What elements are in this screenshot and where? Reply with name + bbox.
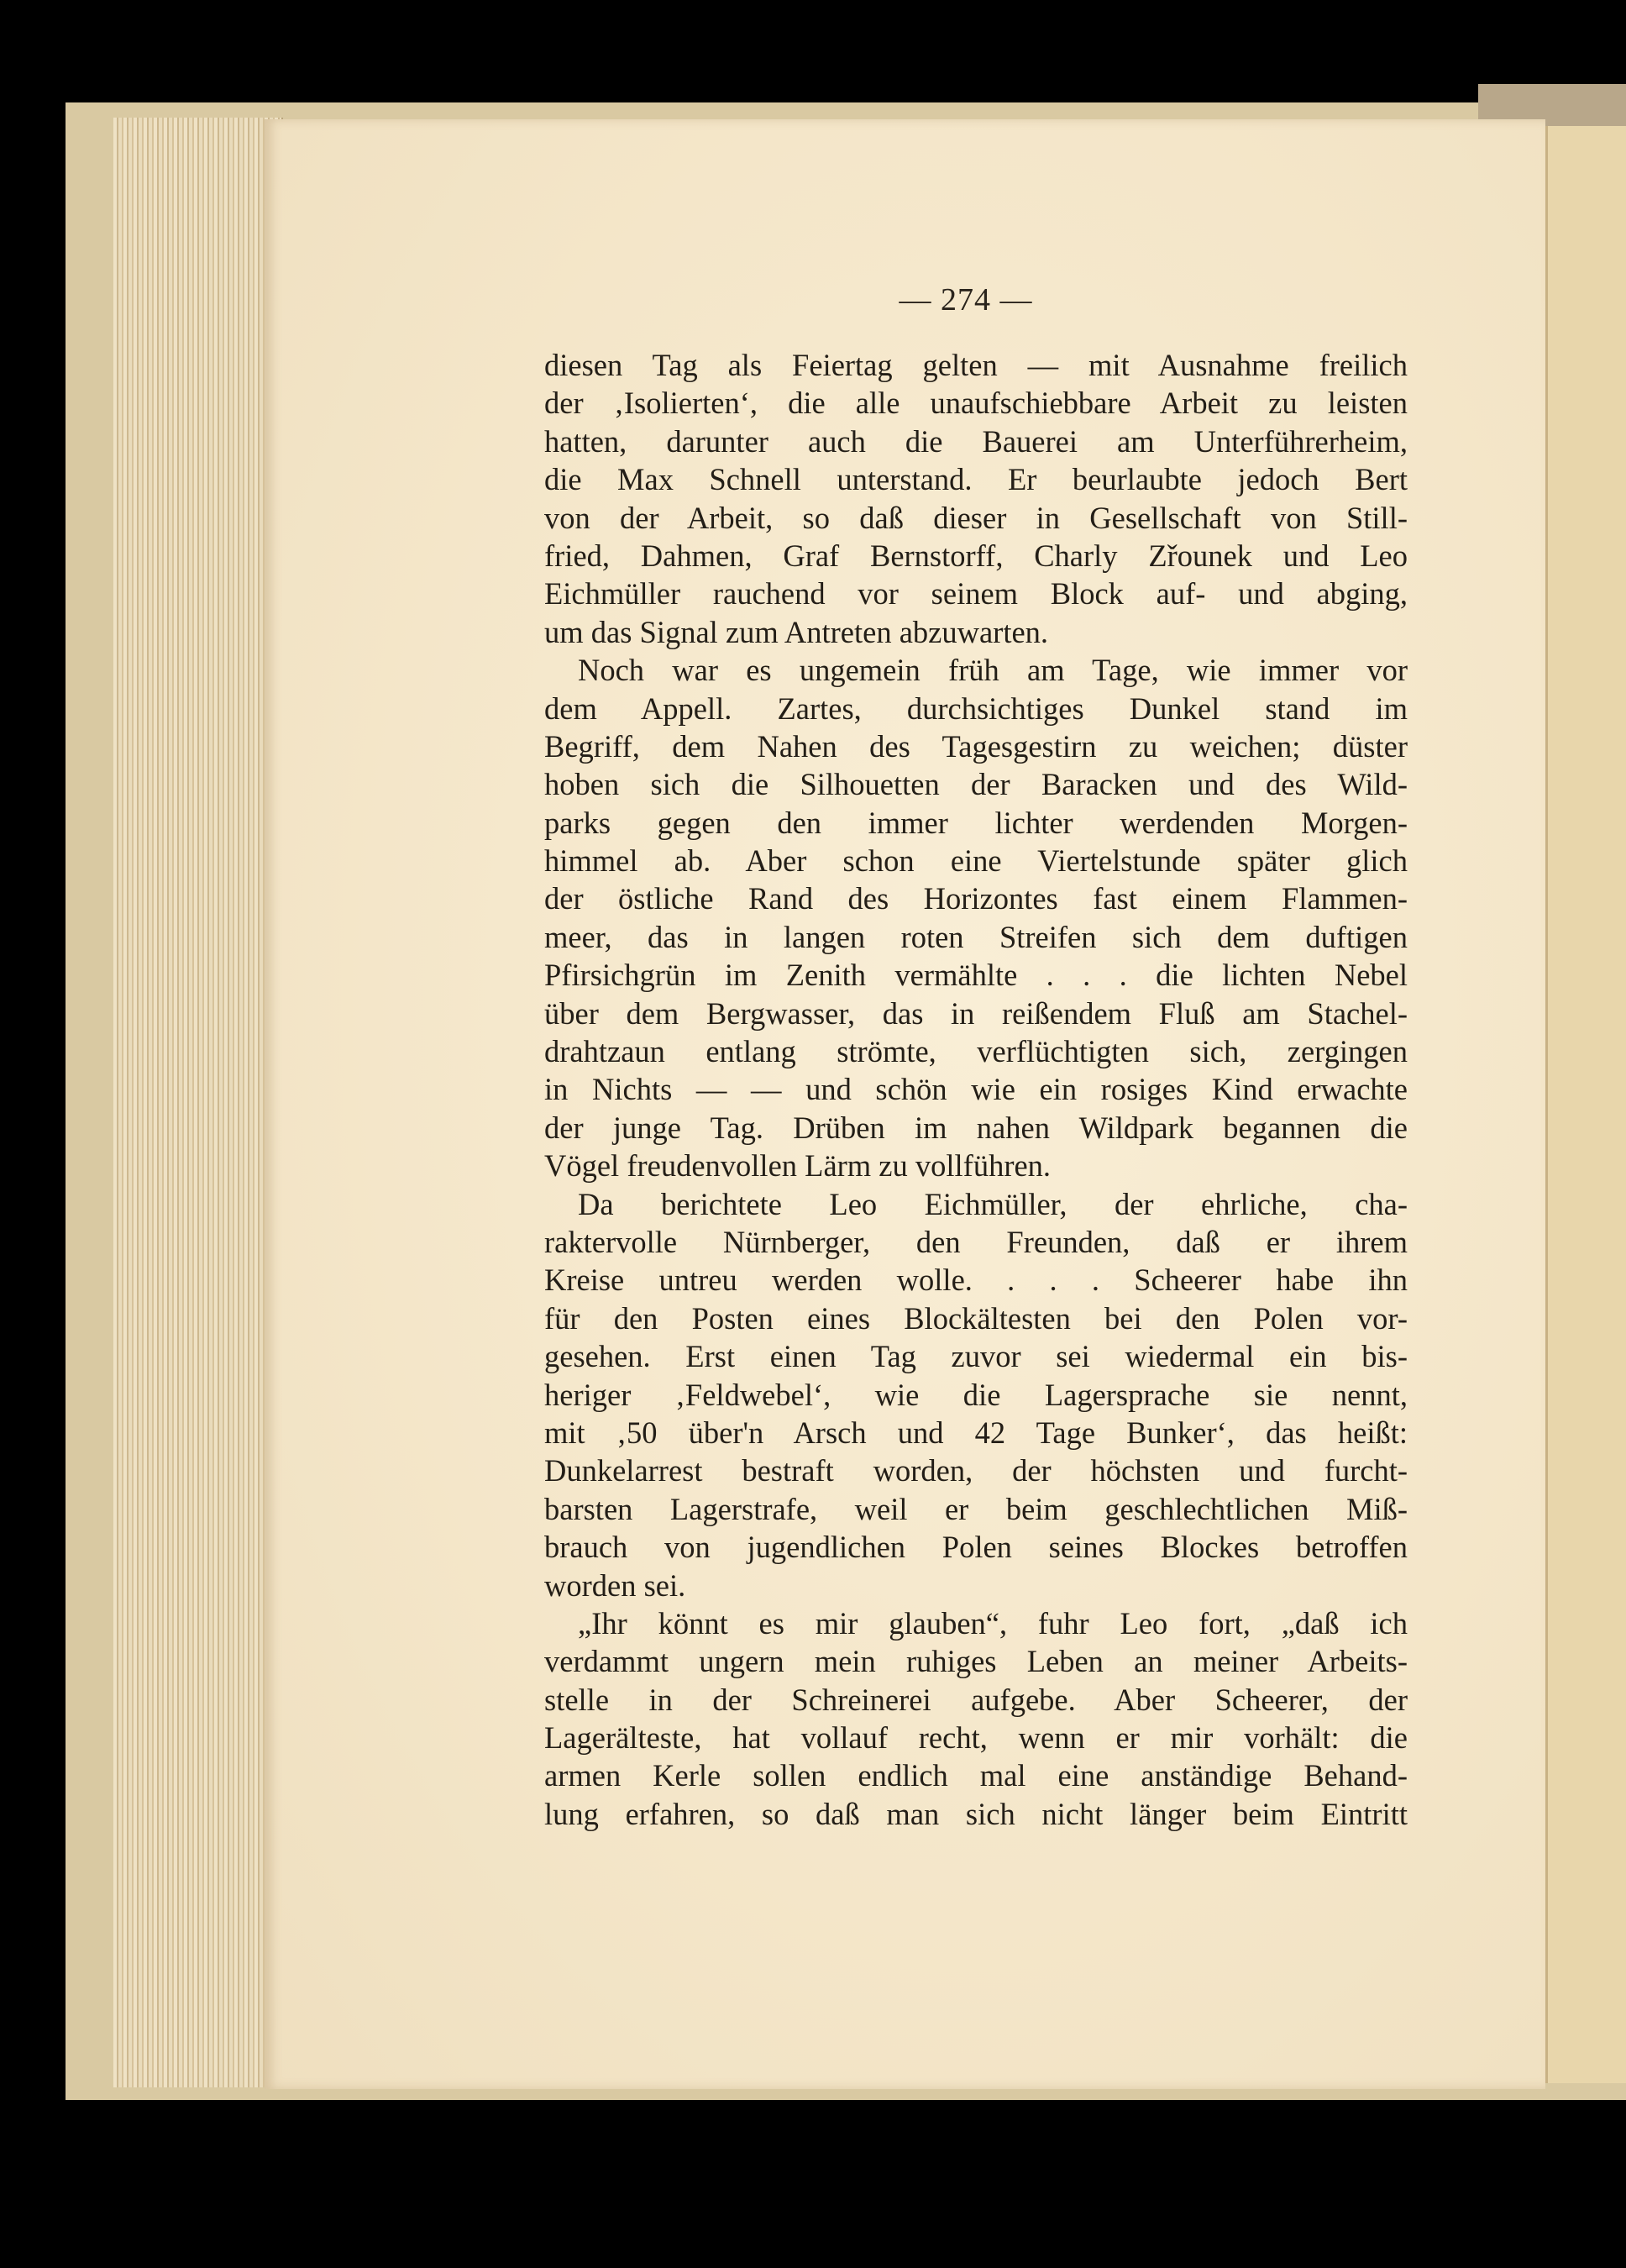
facing-page-edge xyxy=(1545,126,1626,2083)
text-line: hatten, darunter auch die Bauerei am Unterführerheim, xyxy=(544,423,1408,459)
text-line: lung erfahren, so daß man sich nicht länger beim Eintritt xyxy=(544,1796,1408,1831)
text-line: der junge Tag. Drüben im nahen Wildpark begannen die xyxy=(544,1110,1408,1145)
text-line: Dunkelarrest bestraft worden, der höchsten und furcht- xyxy=(544,1453,1408,1488)
text-line: mit ‚50 über'n Arsch und 42 Tage Bunker‘, das heißt: xyxy=(544,1415,1408,1450)
text-line: Begriff, dem Nahen des Tagesgestirn zu weichen; düster xyxy=(544,728,1408,764)
text-line: meer, das in langen roten Streifen sich dem duftigen xyxy=(544,919,1408,954)
text-line: für den Posten eines Blockältesten bei den Polen vor- xyxy=(544,1300,1408,1336)
text-line: stelle in der Schreinerei aufgebe. Aber Scheerer, der xyxy=(544,1682,1408,1717)
text-line: heriger ‚Feldwebel‘, wie die Lagersprache sie nennt, xyxy=(544,1377,1408,1412)
text-line: „Ihr könnt es mir glauben“, fuhr Leo fort, „daß ich xyxy=(578,1605,1408,1641)
text-line: parks gegen den immer lichter werdenden Morgen- xyxy=(544,805,1408,840)
text-line: raktervolle Nürnberger, den Freunden, daß er ihrem xyxy=(544,1224,1408,1259)
text-line: um das Signal zum Antreten abzuwarten. xyxy=(544,614,1049,649)
text-line: dem Appell. Zartes, durchsichtiges Dunkel stand im xyxy=(544,690,1408,726)
text-line: von der Arbeit, so daß dieser in Gesellschaft von Still- xyxy=(544,500,1408,535)
text-line: fried, Dahmen, Graf Bernstorff, Charly Zřounek und Leo xyxy=(544,538,1408,573)
text-line: der ‚Isolierten‘, die alle unaufschiebbare Arbeit zu leisten xyxy=(544,386,1408,421)
text-line: barsten Lagerstrafe, weil er beim geschlechtlichen Miß- xyxy=(544,1491,1408,1526)
text-line: Vögel freudenvollen Lärm zu vollführen. xyxy=(544,1148,1052,1184)
text-line: brauch von jugendlichen Polen seines Blockes betroffen xyxy=(544,1530,1408,1565)
text-line: gesehen. Erst einen Tag zuvor sei wiedermal ein bis- xyxy=(544,1339,1408,1374)
text-line: verdammt ungern mein ruhiges Leben an meiner Arbeits- xyxy=(544,1644,1408,1679)
text-line: Noch war es ungemein früh am Tage, wie immer vor xyxy=(578,653,1408,688)
text-line: himmel ab. Aber schon eine Viertelstunde später glich xyxy=(544,843,1408,879)
text-line: die Max Schnell unterstand. Er beurlaubte jedoch Bert xyxy=(544,462,1408,497)
page-number: — 274 — xyxy=(899,282,1033,318)
text-line: armen Kerle sollen endlich mal eine anständige Behand- xyxy=(544,1758,1408,1793)
text-line: worden sei. xyxy=(544,1567,686,1603)
text-line: Kreise untreu werden wolle. . . . Scheerer habe ihn xyxy=(544,1263,1408,1298)
page-edges xyxy=(113,118,283,2087)
text-line: drahtzaun entlang strömte, verflüchtigten sich, zergingen xyxy=(544,1034,1408,1069)
text-line: Lagerälteste, hat vollauf recht, wenn er mir vorhält: die xyxy=(544,1720,1408,1756)
text-line: über dem Bergwasser, das in reißendem Fluß am Stachel- xyxy=(544,995,1408,1031)
page-body-text xyxy=(544,346,1408,1833)
text-line: in Nichts — — und schön wie ein rosiges Kind erwachte xyxy=(544,1072,1408,1107)
text-line: Eichmüller rauchend vor seinem Block auf- und abging, xyxy=(544,576,1408,612)
text-line: hoben sich die Silhouetten der Baracken und des Wild- xyxy=(544,767,1408,802)
text-line: diesen Tag als Feiertag gelten — mit Ausnahme freilich xyxy=(544,348,1408,382)
text-line: Da berichtete Leo Eichmüller, der ehrliche, cha- xyxy=(578,1186,1408,1221)
text-line: Pfirsichgrün im Zenith vermählte . . . die lichten Nebel xyxy=(544,958,1408,993)
text-line: der östliche Rand des Horizontes fast einem Flammen- xyxy=(544,881,1408,916)
